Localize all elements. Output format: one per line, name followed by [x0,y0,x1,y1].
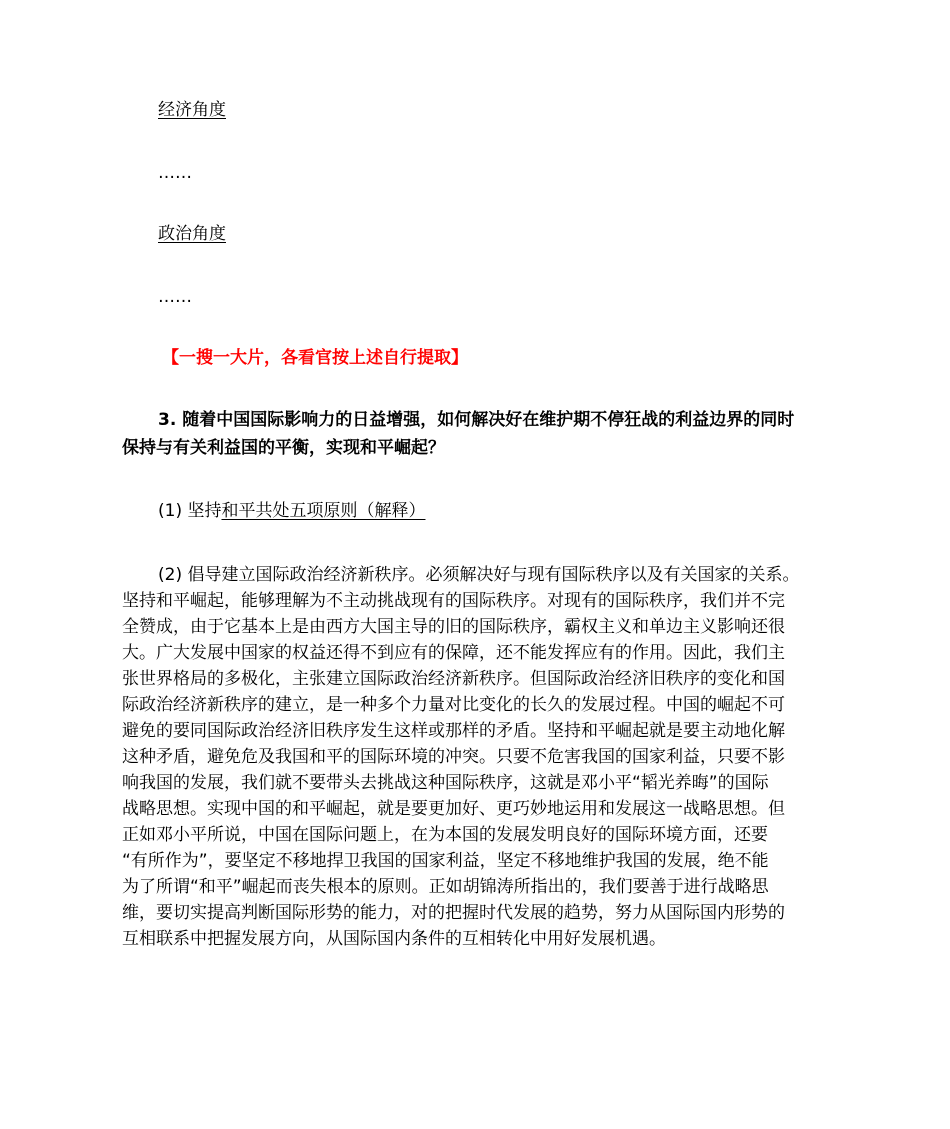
point-1 [158,500,425,522]
political-heading: 政治角度 [158,224,226,244]
paragraph-line: 坚持和平崛起，能够理解为不主动挑战现有的国际秩序。对现有的国际秩序，我们并不完 [122,591,785,611]
red-note: 【一搜一大片，各看官按上述自行提取】 [162,348,468,368]
paragraph-line: (2) 倡导建立国际政治经济新秩序。必须解决好与现有国际秩序以及有关国家的关系。 [158,565,800,585]
paragraph-line: 际政治经济新秩序的建立，是一种多个力量对比变化的长久的发展过程。中国的崛起不可 [122,695,785,715]
point-1-principles-link[interactable]: 和平共处五项原则（解释） [221,501,426,521]
paragraph-line: 张世界格局的多极化，主张建立国际政治经济新秩序。但国际政治经济旧秩序的变化和国 [122,669,785,689]
paragraph-line: 维，要切实提高判断国际形势的能力，对的把握时代发展的趋势，努力从国际国内形势的 [122,903,785,923]
ellipsis-1: …… [158,163,192,183]
paragraph-line: 为了所谓“和平”崛起而丧失根本的原则。正如胡锦涛所指出的，我们要善于进行战略思 [122,877,769,897]
question-line-2: 保持与有关利益国的平衡，实现和平崛起？ [122,438,445,458]
paragraph-line: 响我国的发展，我们就不要带头去挑战这种国际秩序，这就是邓小平“韬光养晦”的国际 [122,773,769,793]
paragraph-line: 互相联系中把握发展方向，从国际国内条件的互相转化中用好发展机遇。 [122,929,666,949]
paragraph-line: 全赞成，由于它基本上是由西方大国主导的旧的国际秩序，霸权主义和单边主义影响还很 [122,617,785,637]
paragraph-line: 大。广大发展中国家的权益还得不到应有的保障，还不能发挥应有的作用。因此，我们主 [122,643,785,663]
ellipsis-2: …… [158,287,192,307]
paragraph-line: 战略思想。实现中国的和平崛起，就是要更加好、更巧妙地运用和发展这一战略思想。但 [122,799,785,819]
paragraph-line: 这种矛盾，避免危及我国和平的国际环境的冲突。只要不危害我国的国家利益，只要不影 [122,747,785,767]
question-line-1: 3. 随着中国国际影响力的日益增强，如何解决好在维护期不停狂战的利益边界的同时 [158,410,795,430]
point-2-paragraph [122,562,840,952]
point-1-prefix: (1) 坚持 [158,501,222,521]
paragraph-line: 正如邓小平所说，中国在国际问题上，在为本国的发展发明良好的国际环境方面，还要 [122,825,768,845]
economic-heading: 经济角度 [158,100,226,120]
question-3 [122,406,842,462]
paragraph-line: “有所作为”，要坚定不移地捍卫我国的国家利益，坚定不移地维护我国的发展，绝不能 [122,851,769,871]
paragraph-line: 避免的要同国际政治经济旧秩序发生这样或那样的矛盾。坚持和平崛起就是要主动地化解 [122,721,785,741]
